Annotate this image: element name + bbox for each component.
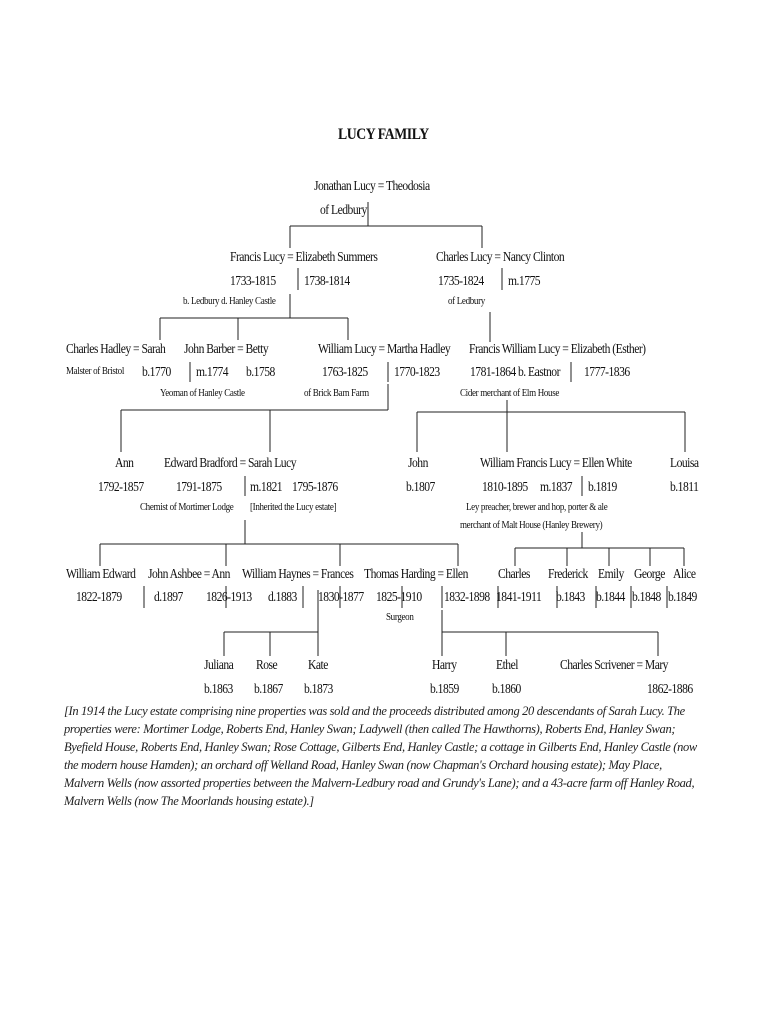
charles-married: m.1775 (508, 273, 541, 288)
george-birth: b.1848 (632, 589, 661, 604)
william-francis-note-2: merchant of Malt House (Hanley Brewery) (460, 520, 603, 531)
francis-william-couple: Francis William Lucy = Elizabeth (Esther) (469, 341, 646, 356)
sarah-lucy-married: m.1821 (250, 479, 283, 494)
kate-name: Kate (308, 657, 328, 672)
charles-note: of Ledbury (448, 296, 485, 307)
kate-birth: b.1873 (304, 681, 333, 696)
charles-nancy-couple: Charles Lucy = Nancy Clinton (436, 249, 565, 264)
john-name: John (408, 455, 428, 470)
betty-birth: b.1758 (246, 364, 275, 379)
barber-note: Yeoman of Hanley Castle (160, 388, 245, 399)
betty-married: m.1774 (196, 364, 229, 379)
harding-note: Surgeon (386, 612, 414, 623)
rose-name: Rose (256, 657, 278, 672)
harry-birth: b.1859 (430, 681, 459, 696)
charles-dates-gen5: 1841-1911 (496, 589, 542, 604)
estate-footnote: [In 1914 the Lucy estate comprising nine properties was sold and the proceeds distributed among 20 descendants of Sarah Lucy. The properties were: Mortimer Lodge, Roberts End, Hanley Swan; Ladywell (then called The Hawthorns), Roberts End, Hanley Swan; Byefield House, Roberts End, Hanley Swan; Rose Cottage, Gilberts End, Hanley Castle; a cottage in Gilberts End, Hanley Castle (now the modern house Hamden); an orchard off Welland Road, Hanley Swan (now Chapman's Orchard housing estate); May Place, Malvern Wells (now assorted properties between the Malvern-Ledbury road and Grundy's Lane); and a 43-acre farm off Hanley Road, Malvern Wells (now The Moorlands housing estate).] (64, 704, 697, 808)
haynes-dates: d.1883 (268, 589, 297, 604)
martha-dates: 1770-1823 (394, 364, 440, 379)
william-francis-note-1: Ley preacher, brewer and hop, porter & ale (466, 502, 608, 513)
emily-name: Emily (598, 566, 624, 581)
ashbee-ann-couple: John Ashbee = Ann (148, 566, 230, 581)
barber-betty-couple: John Barber = Betty (184, 341, 269, 356)
ann-ashbee-dates: 1826-1913 (206, 589, 252, 604)
bradford-dates: 1791-1875 (176, 479, 222, 494)
william-francis-dates: 1810-1895 (482, 479, 528, 494)
ann-dates: 1792-1857 (98, 479, 144, 494)
william-martha-couple: William Lucy = Martha Hadley (318, 341, 451, 356)
mary-dates: 1862-1886 (647, 681, 693, 696)
ann-name: Ann (115, 455, 134, 470)
william-francis-ellen-couple: William Francis Lucy = Ellen White (480, 455, 632, 470)
francis-william-birthplace: b. Eastnor (518, 364, 560, 379)
francis-elizabeth-couple: Francis Lucy = Elizabeth Summers (230, 249, 378, 264)
william-edward-name: William Edward (66, 566, 136, 581)
william-edward-dates: 1822-1879 (76, 589, 122, 604)
john-birth: b.1807 (406, 479, 435, 494)
harry-name: Harry (432, 657, 457, 672)
jonathan-place: of Ledbury (320, 202, 367, 217)
francis-dates: 1733-1815 (230, 273, 276, 288)
frederick-name: Frederick (548, 566, 588, 581)
william-lucy-dates: 1763-1825 (322, 364, 368, 379)
william-note: of Brick Barn Farm (304, 388, 369, 399)
ellen-harding-dates: 1832-1898 (444, 589, 490, 604)
frances-dates: 1830-1877 (318, 589, 364, 604)
sarah-lucy-dates: 1795-1876 (292, 479, 338, 494)
ashbee-dates: d.1897 (154, 589, 183, 604)
alice-name: Alice (673, 566, 696, 581)
bradford-sarah-couple: Edward Bradford = Sarah Lucy (164, 455, 297, 470)
ethel-birth: b.1860 (492, 681, 521, 696)
juliana-birth: b.1863 (204, 681, 233, 696)
ellen-white-birth: b.1819 (588, 479, 617, 494)
francis-william-dates: 1781-1864 (470, 364, 516, 379)
juliana-name: Juliana (204, 657, 234, 672)
emily-birth: b.1844 (596, 589, 625, 604)
charles-dates: 1735-1824 (438, 273, 484, 288)
charles-name: Charles (498, 566, 530, 581)
harding-dates: 1825-1910 (376, 589, 422, 604)
frederick-birth: b.1843 (556, 589, 585, 604)
george-name: George (634, 566, 665, 581)
hadley-sarah-couple: Charles Hadley = Sarah (66, 341, 166, 356)
louisa-birth: b.1811 (670, 479, 699, 494)
haynes-frances-couple: William Haynes = Frances (242, 566, 354, 581)
william-francis-married: m.1837 (540, 479, 573, 494)
scrivener-mary-couple: Charles Scrivener = Mary (560, 657, 668, 672)
elizabeth-summers-dates: 1738-1814 (304, 273, 350, 288)
francis-william-note: Cider merchant of Elm House (460, 388, 560, 399)
sarah-lucy-note: [Inherited the Lucy estate] (250, 502, 337, 513)
alice-birth: b.1849 (668, 589, 697, 604)
esther-dates: 1777-1836 (584, 364, 630, 379)
hadley-note: Malster of Bristol (66, 366, 125, 377)
bradford-note: Chemist of Mortimer Lodge (140, 502, 234, 513)
ethel-name: Ethel (496, 657, 518, 672)
francis-note: b. Ledbury d. Hanley Castle (183, 296, 276, 307)
rose-birth: b.1867 (254, 681, 283, 696)
page-title: LUCY FAMILY (338, 126, 429, 143)
harding-ellen-couple: Thomas Harding = Ellen (364, 566, 468, 581)
louisa-name: Louisa (670, 455, 699, 470)
sarah-birth: b.1770 (142, 364, 171, 379)
jonathan-theodosia-couple: Jonathan Lucy = Theodosia (314, 178, 430, 193)
